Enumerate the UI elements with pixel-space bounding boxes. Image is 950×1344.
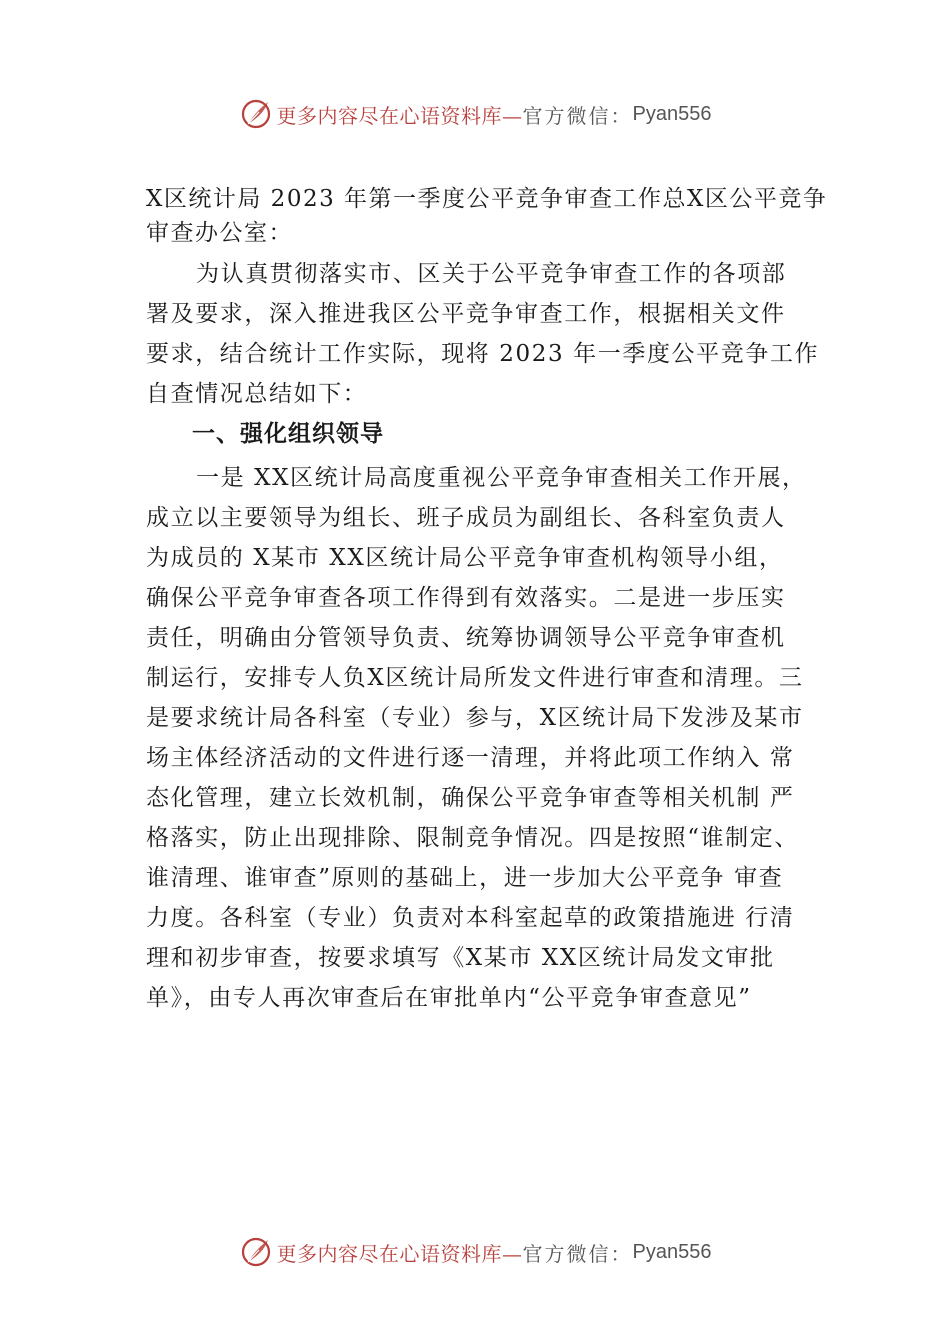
watermark-text: 更多内容尽在心语资料库— [276,1241,523,1266]
feather-pen-logo-icon [239,97,273,131]
watermark-wechat-id: Pyan556 [632,102,712,125]
paragraph-line: 为认真贯彻落实市、区关于公平竞争审查工作的各项部 [196,261,787,287]
document-title-line: X区统计局 2023 年第一季度公平竞争审查工作总X区公平竞争 [146,186,828,212]
paragraph-line: 力度。各科室（专业）负责对本科室起草的政策措施进 行清 [146,905,795,931]
watermark-wechat-label: 官方微信： [522,1241,633,1266]
paragraph-line: 确保公平竞争审查各项工作得到有效落实。二是进一步压实 [146,585,786,611]
paragraph-line: 要求，结合统计工作实际，现将 2023 年一季度公平竞争工作 [146,341,820,367]
paragraph-line: 自查情况总结如下： [146,381,368,407]
watermark-text: 更多内容尽在心语资料库— [276,103,523,128]
paragraph-line: 单》，由专人再次审查后在审批单内“公平竞争审查意见” [146,985,752,1011]
section-body [146,458,838,1018]
paragraph-line: 为成员的 X某市 XX区统计局公平竞争审查机构领导小组， [146,545,784,571]
watermark-wechat-label: 官方微信： [522,103,633,128]
paragraph-line: 成立以主要领导为组长、班子成员为副组长、各科室负责人 [146,505,786,531]
paragraph-line: 是要求统计局各科室（专业）参与，X区统计局下发涉及某市 [146,705,804,731]
footer-watermark [0,1232,950,1272]
paragraph-line: 格落实，防止出现排除、限制竞争情况。四是按照“谁制定、 [146,825,799,851]
section-heading: 一、强化组织领导 [192,421,384,447]
paragraph-line: 谁清理、谁审查”原则的基础上，进一步加大公平竞争 审查 [146,865,784,891]
paragraph-line: 理和初步审查，按要求填写《X某市 XX区统计局发文审批 [146,945,775,971]
feather-pen-logo-icon [239,1235,273,1269]
watermark-wechat-id: Pyan556 [632,1240,712,1263]
paragraph-line: 态化管理，建立长效机制，确保公平竞争审查等相关机制 严 [146,785,795,811]
paragraph-line: 署及要求，深入推进我区公平竞争审查工作，根据相关文件 [146,301,786,327]
paragraph-line: 制运行，安排专人负X区统计局所发文件进行审查和清理。三 [146,665,804,691]
document-body [146,182,838,1018]
paragraph-line: 责任，明确由分管领导负责、统筹协调领导公平竞争审查机 [146,625,786,651]
document-title-line: 审查办公室： [146,220,293,246]
intro-paragraph [146,254,838,414]
header-watermark [0,94,950,134]
paragraph-line: 场主体经济活动的文件进行逐一清理，并将此项工作纳入 常 [146,745,795,771]
paragraph-line: 一是 XX区统计局高度重视公平竞争审查相关工作开展， [196,465,807,491]
